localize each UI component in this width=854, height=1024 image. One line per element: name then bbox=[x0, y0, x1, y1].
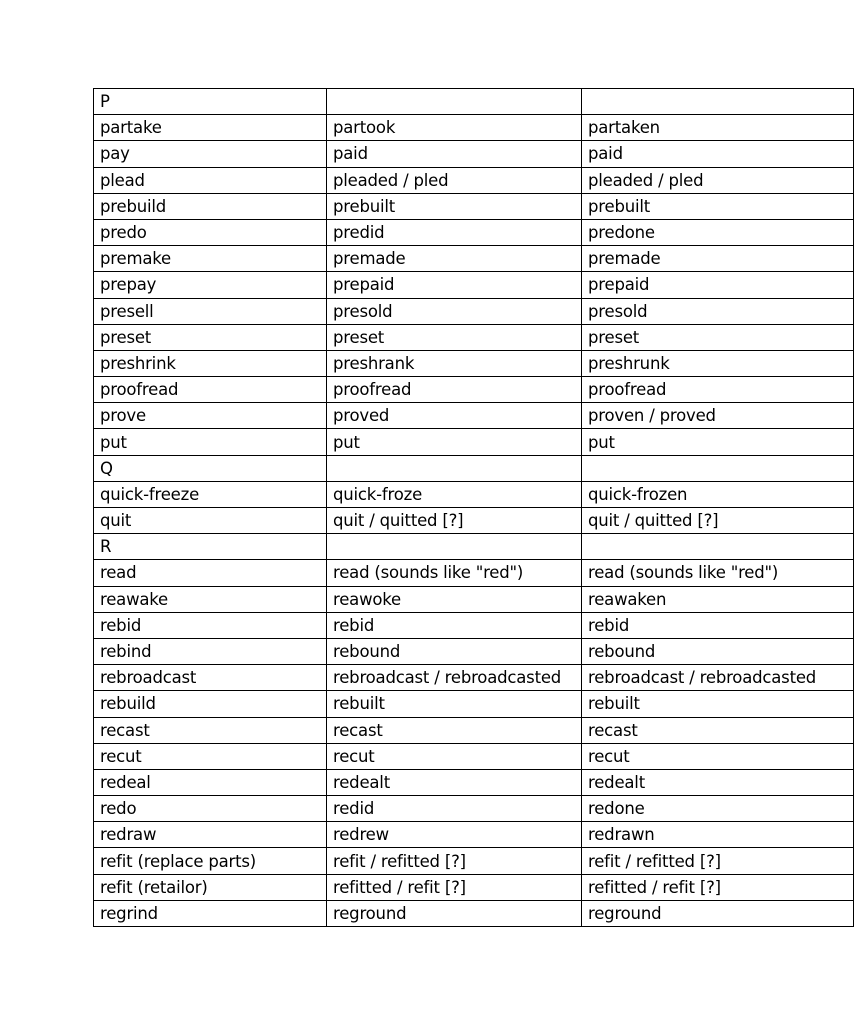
past-simple-cell: rebid bbox=[327, 612, 582, 638]
table-row bbox=[94, 691, 854, 717]
past-simple-cell: redid bbox=[327, 796, 582, 822]
past-simple-cell: preshrank bbox=[327, 350, 582, 376]
past-participle-cell: reawaken bbox=[582, 586, 854, 612]
past-simple-cell: pleaded / pled bbox=[327, 167, 582, 193]
past-participle-cell: prepaid bbox=[582, 272, 854, 298]
past-simple-cell: paid bbox=[327, 141, 582, 167]
base-form-cell: rebroadcast bbox=[94, 665, 327, 691]
table-row bbox=[94, 848, 854, 874]
past-participle-cell: redone bbox=[582, 796, 854, 822]
past-simple-cell: rebound bbox=[327, 638, 582, 664]
past-participle-cell: quit / quitted [?] bbox=[582, 508, 854, 534]
base-form-cell: rebid bbox=[94, 612, 327, 638]
table-row bbox=[94, 193, 854, 219]
table-row bbox=[94, 796, 854, 822]
table-body bbox=[94, 89, 854, 927]
past-participle-cell: proven / proved bbox=[582, 403, 854, 429]
letter-header-row bbox=[94, 534, 854, 560]
table-row bbox=[94, 429, 854, 455]
past-simple-cell: rebroadcast / rebroadcasted bbox=[327, 665, 582, 691]
base-form-cell: rebind bbox=[94, 638, 327, 664]
base-form-cell: redo bbox=[94, 796, 327, 822]
past-simple-cell: rebuilt bbox=[327, 691, 582, 717]
table-row bbox=[94, 141, 854, 167]
table-row bbox=[94, 560, 854, 586]
base-form-cell: quick-freeze bbox=[94, 481, 327, 507]
past-participle-cell: rebid bbox=[582, 612, 854, 638]
table-row bbox=[94, 481, 854, 507]
table-row bbox=[94, 219, 854, 245]
base-form-cell: quit bbox=[94, 508, 327, 534]
table-row bbox=[94, 743, 854, 769]
past-participle-cell: prebuilt bbox=[582, 193, 854, 219]
base-form-cell: redraw bbox=[94, 822, 327, 848]
base-form-cell: rebuild bbox=[94, 691, 327, 717]
letter-header-row bbox=[94, 455, 854, 481]
base-form-cell: pay bbox=[94, 141, 327, 167]
past-simple-cell bbox=[327, 89, 582, 115]
past-participle-cell: recut bbox=[582, 743, 854, 769]
table-row bbox=[94, 403, 854, 429]
base-form-cell: proofread bbox=[94, 377, 327, 403]
past-participle-cell: recast bbox=[582, 717, 854, 743]
table-row bbox=[94, 508, 854, 534]
table-row bbox=[94, 612, 854, 638]
past-simple-cell: reawoke bbox=[327, 586, 582, 612]
past-participle-cell: paid bbox=[582, 141, 854, 167]
past-participle-cell: redealt bbox=[582, 769, 854, 795]
past-participle-cell: presold bbox=[582, 298, 854, 324]
base-form-cell: premake bbox=[94, 246, 327, 272]
table-row bbox=[94, 717, 854, 743]
base-form-cell: refit (replace parts) bbox=[94, 848, 327, 874]
past-simple-cell: proofread bbox=[327, 377, 582, 403]
past-simple-cell: partook bbox=[327, 115, 582, 141]
base-form-cell: partake bbox=[94, 115, 327, 141]
table-row bbox=[94, 874, 854, 900]
past-simple-cell: quick-froze bbox=[327, 481, 582, 507]
past-participle-cell: rebroadcast / rebroadcasted bbox=[582, 665, 854, 691]
past-simple-cell: put bbox=[327, 429, 582, 455]
past-participle-cell: premade bbox=[582, 246, 854, 272]
past-participle-cell: predone bbox=[582, 219, 854, 245]
past-participle-cell: partaken bbox=[582, 115, 854, 141]
past-simple-cell: reground bbox=[327, 900, 582, 926]
base-form-cell: R bbox=[94, 534, 327, 560]
past-participle-cell: rebound bbox=[582, 638, 854, 664]
table-row bbox=[94, 350, 854, 376]
past-simple-cell: prebuilt bbox=[327, 193, 582, 219]
past-simple-cell: proved bbox=[327, 403, 582, 429]
table-row bbox=[94, 638, 854, 664]
irregular-verbs-table bbox=[93, 88, 854, 927]
base-form-cell: predo bbox=[94, 219, 327, 245]
base-form-cell: redeal bbox=[94, 769, 327, 795]
past-participle-cell: rebuilt bbox=[582, 691, 854, 717]
letter-header-row bbox=[94, 89, 854, 115]
past-simple-cell bbox=[327, 534, 582, 560]
past-simple-cell: refitted / refit [?] bbox=[327, 874, 582, 900]
past-participle-cell: proofread bbox=[582, 377, 854, 403]
table-row bbox=[94, 822, 854, 848]
base-form-cell: regrind bbox=[94, 900, 327, 926]
base-form-cell: prepay bbox=[94, 272, 327, 298]
base-form-cell: prebuild bbox=[94, 193, 327, 219]
past-simple-cell: read (sounds like "red") bbox=[327, 560, 582, 586]
past-participle-cell: reground bbox=[582, 900, 854, 926]
table-row bbox=[94, 900, 854, 926]
base-form-cell: recut bbox=[94, 743, 327, 769]
base-form-cell: refit (retailor) bbox=[94, 874, 327, 900]
past-participle-cell bbox=[582, 534, 854, 560]
past-simple-cell: recut bbox=[327, 743, 582, 769]
base-form-cell: preset bbox=[94, 324, 327, 350]
past-simple-cell bbox=[327, 455, 582, 481]
past-participle-cell: preshrunk bbox=[582, 350, 854, 376]
past-simple-cell: predid bbox=[327, 219, 582, 245]
past-participle-cell: preset bbox=[582, 324, 854, 350]
past-participle-cell bbox=[582, 455, 854, 481]
table-row bbox=[94, 115, 854, 141]
base-form-cell: P bbox=[94, 89, 327, 115]
past-simple-cell: refit / refitted [?] bbox=[327, 848, 582, 874]
table-row bbox=[94, 298, 854, 324]
table-row bbox=[94, 324, 854, 350]
table-row bbox=[94, 586, 854, 612]
base-form-cell: read bbox=[94, 560, 327, 586]
past-simple-cell: prepaid bbox=[327, 272, 582, 298]
table-row bbox=[94, 246, 854, 272]
base-form-cell: recast bbox=[94, 717, 327, 743]
past-participle-cell: read (sounds like "red") bbox=[582, 560, 854, 586]
past-participle-cell: quick-frozen bbox=[582, 481, 854, 507]
past-participle-cell: refit / refitted [?] bbox=[582, 848, 854, 874]
past-simple-cell: redrew bbox=[327, 822, 582, 848]
table-row bbox=[94, 665, 854, 691]
past-simple-cell: premade bbox=[327, 246, 582, 272]
past-participle-cell bbox=[582, 89, 854, 115]
past-simple-cell: preset bbox=[327, 324, 582, 350]
table-row bbox=[94, 769, 854, 795]
base-form-cell: reawake bbox=[94, 586, 327, 612]
past-simple-cell: presold bbox=[327, 298, 582, 324]
past-participle-cell: pleaded / pled bbox=[582, 167, 854, 193]
table-row bbox=[94, 377, 854, 403]
table-row bbox=[94, 272, 854, 298]
table-row bbox=[94, 167, 854, 193]
past-participle-cell: refitted / refit [?] bbox=[582, 874, 854, 900]
past-simple-cell: redealt bbox=[327, 769, 582, 795]
past-simple-cell: recast bbox=[327, 717, 582, 743]
base-form-cell: plead bbox=[94, 167, 327, 193]
past-simple-cell: quit / quitted [?] bbox=[327, 508, 582, 534]
past-participle-cell: put bbox=[582, 429, 854, 455]
base-form-cell: prove bbox=[94, 403, 327, 429]
base-form-cell: Q bbox=[94, 455, 327, 481]
base-form-cell: presell bbox=[94, 298, 327, 324]
base-form-cell: preshrink bbox=[94, 350, 327, 376]
past-participle-cell: redrawn bbox=[582, 822, 854, 848]
base-form-cell: put bbox=[94, 429, 327, 455]
